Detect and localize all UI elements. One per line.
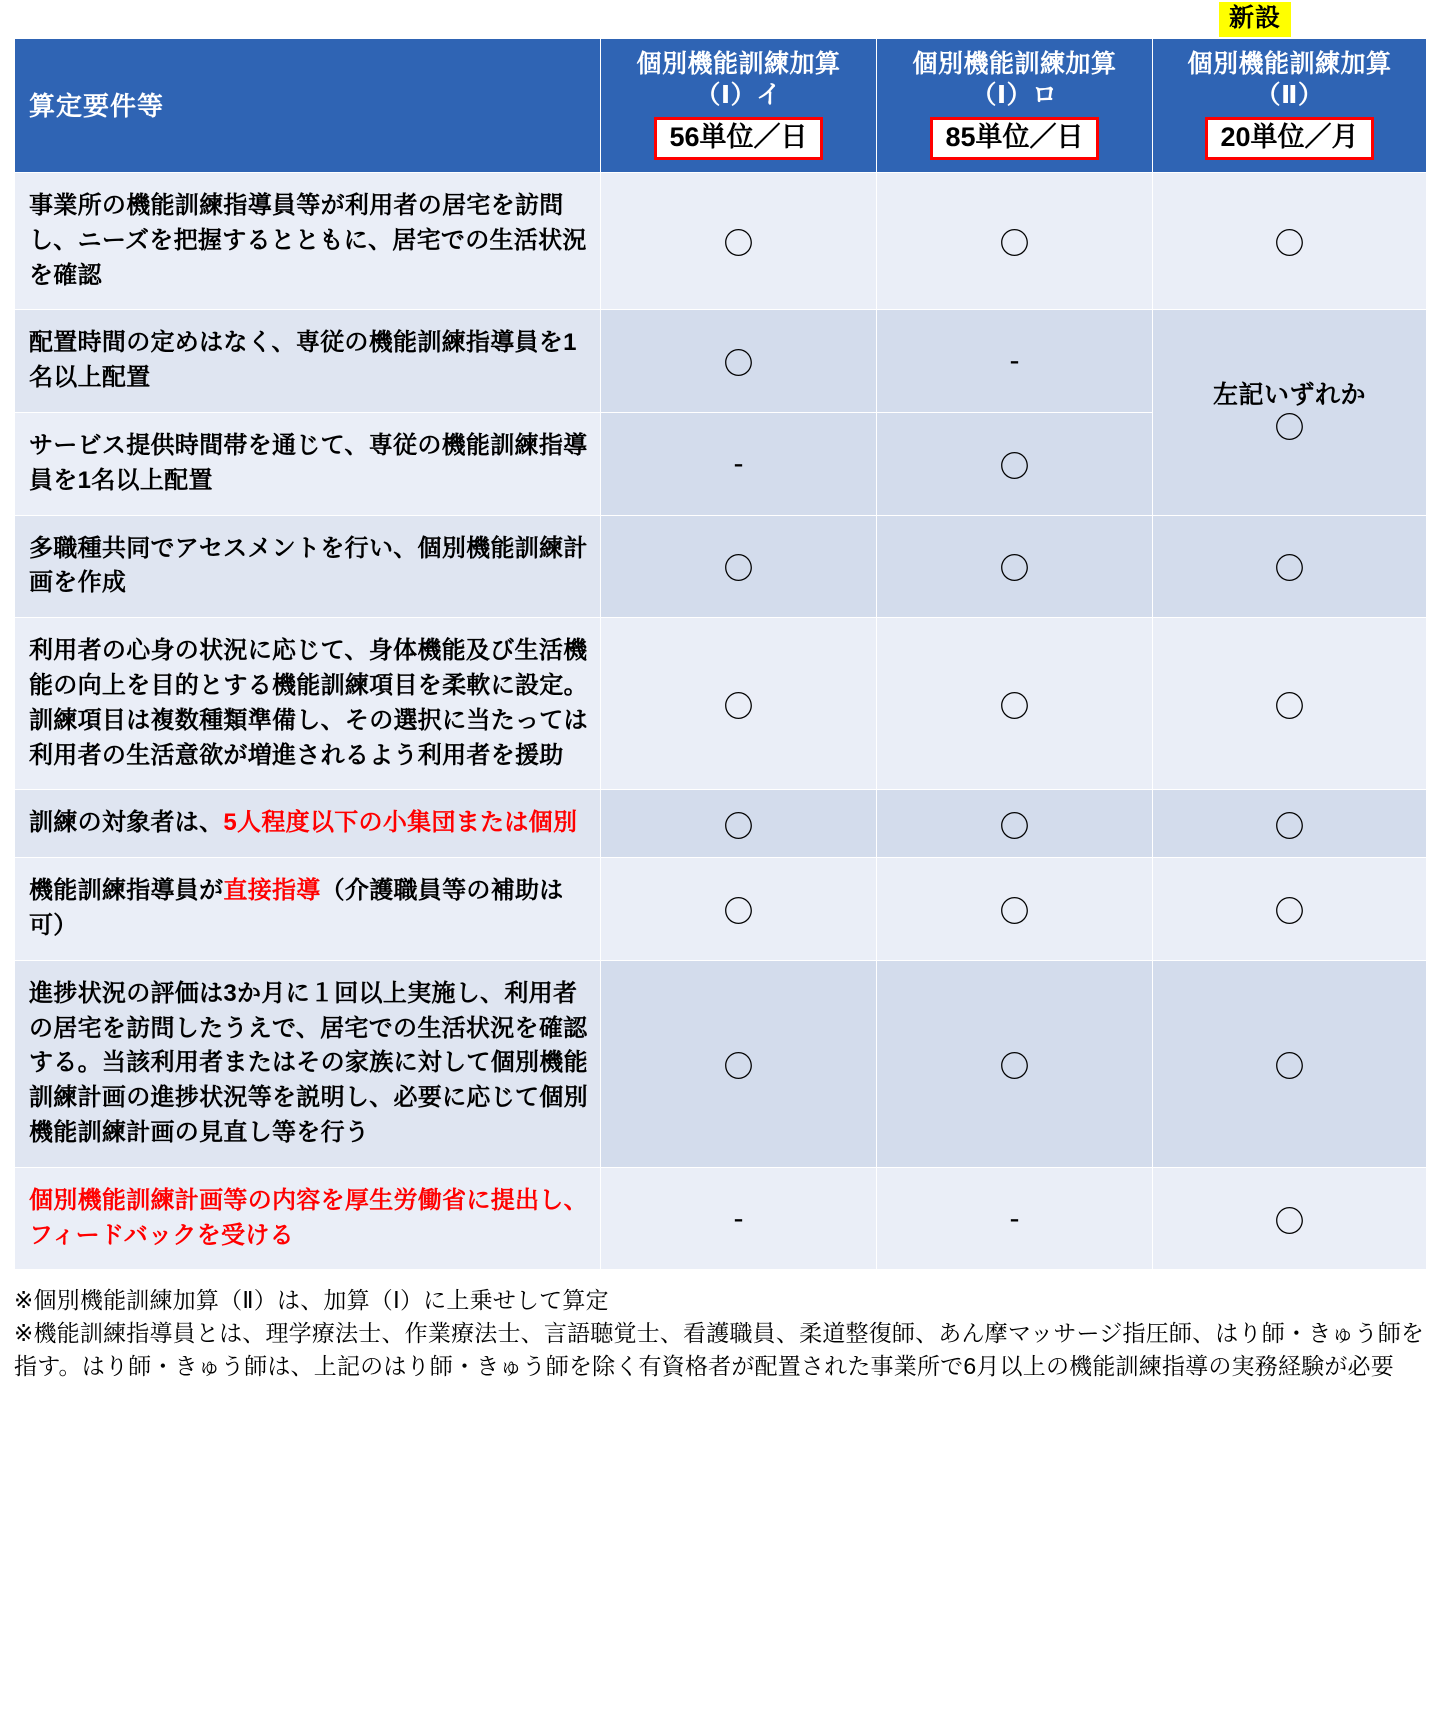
header-col-ia bbox=[601, 39, 877, 173]
header-col-ib-line2: （Ⅰ）ロ bbox=[971, 80, 1058, 109]
row-requirement: サービス提供時間帯を通じて、専従の機能訓練指導員を1名以上配置 bbox=[15, 413, 601, 516]
row-mark-ib: - bbox=[877, 1167, 1153, 1270]
row-requirement: 進捗状況の評価は3か月に１回以上実施し、利用者の居宅を訪問したうえで、居宅での生活状況を確認する。当該利用者またはその家族に対して個別機能訓練計画の進捗状況等を説明し、必要に応じて個別機能訓練計画の見直し等を行う bbox=[15, 960, 601, 1167]
row-mark-ii: 〇 bbox=[1153, 1167, 1427, 1270]
row-mark-ib: 〇 bbox=[877, 173, 1153, 310]
header-col-ia-line2: （Ⅰ）イ bbox=[695, 80, 782, 109]
row-requirement: 事業所の機能訓練指導員等が利用者の居宅を訪問し、ニーズを把握するとともに、居宅での生活状況を確認 bbox=[15, 173, 601, 310]
table-row bbox=[15, 858, 1427, 961]
row-requirement: 利用者の心身の状況に応じて、身体機能及び生活機能の向上を目的とする機能訓練項目を柔軟に設定。訓練項目は複数種類準備し、その選択に当たっては利用者の生活意欲が増進されるよう利用者を援助 bbox=[15, 618, 601, 790]
header-col-ia-units: 56単位／日 bbox=[654, 117, 822, 160]
new-badge: 新設 bbox=[1219, 2, 1291, 37]
header-col-ia-line1: 個別機能訓練加算 bbox=[636, 50, 841, 78]
merged-note: 左記いずれか bbox=[1212, 381, 1366, 410]
row-requirement-suffix: （介護職員等の補助は可） bbox=[29, 877, 564, 939]
header-requirement: 算定要件等 bbox=[15, 39, 601, 173]
row-requirement-highlight: 直接指導 bbox=[223, 877, 321, 905]
row-mark-ia: 〇 bbox=[601, 173, 877, 310]
table-header bbox=[15, 39, 1427, 173]
row-mark-ib: 〇 bbox=[877, 960, 1153, 1167]
table-row bbox=[15, 173, 1427, 310]
row-mark-ia: 〇 bbox=[601, 310, 877, 413]
table-row bbox=[15, 310, 1427, 413]
header-col-ii-units: 20単位／月 bbox=[1205, 117, 1373, 160]
table-row bbox=[15, 960, 1427, 1167]
row-mark-ia: 〇 bbox=[601, 858, 877, 961]
row-mark-ia: - bbox=[601, 1167, 877, 1270]
requirements-table bbox=[14, 38, 1427, 1270]
merged-mark: 〇 bbox=[1274, 412, 1305, 446]
row-mark-ib: - bbox=[877, 310, 1153, 413]
header-row bbox=[15, 39, 1427, 173]
header-col-ib-line1: 個別機能訓練加算 bbox=[912, 50, 1117, 78]
row-mark-ia: 〇 bbox=[601, 515, 877, 618]
row-requirement-highlight: 個別機能訓練計画等の内容を厚生労働省に提出し、フィードバックを受ける bbox=[29, 1186, 588, 1249]
row-requirement bbox=[15, 858, 601, 961]
row-requirement bbox=[15, 1167, 601, 1270]
table-body bbox=[15, 173, 1427, 1270]
row-mark-ii-merged bbox=[1153, 310, 1427, 515]
table-row bbox=[15, 1167, 1427, 1270]
row-mark-ii: 〇 bbox=[1153, 618, 1427, 790]
row-mark-ii: 〇 bbox=[1153, 858, 1427, 961]
row-mark-ib: 〇 bbox=[877, 413, 1153, 516]
badge-row bbox=[14, 0, 1426, 38]
header-col-ib-title bbox=[881, 49, 1148, 110]
row-mark-ii: 〇 bbox=[1153, 790, 1427, 858]
header-col-ib-units: 85単位／日 bbox=[930, 117, 1098, 160]
row-requirement: 配置時間の定めはなく、専従の機能訓練指導員を1名以上配置 bbox=[15, 310, 601, 413]
header-col-ia-title bbox=[605, 49, 872, 110]
table-row bbox=[15, 790, 1427, 858]
row-mark-ib: 〇 bbox=[877, 790, 1153, 858]
row-mark-ib: 〇 bbox=[877, 515, 1153, 618]
row-mark-ib: 〇 bbox=[877, 858, 1153, 961]
footnote-1: ※個別機能訓練加算（Ⅱ）は、加算（Ⅰ）に上乗せして算定 bbox=[14, 1287, 609, 1314]
footnote-2: ※機能訓練指導員とは、理学療法士、作業療法士、言語聴覚士、看護職員、柔道整復師、あん摩マッサージ指圧師、はり師・きゅう師を指す。はり師・きゅう師は、上記のはり師・きゅう師を除く有資格者が配置された事業所で6月以上の機能訓練指導の実務経験が必要 bbox=[14, 1320, 1425, 1379]
row-mark-ia: 〇 bbox=[601, 960, 877, 1167]
header-col-ii-line2: （Ⅱ） bbox=[1255, 80, 1324, 109]
row-requirement-prefix: 訓練の対象者は、 bbox=[29, 809, 224, 837]
header-col-ii-title bbox=[1157, 49, 1422, 110]
row-mark-ii: 〇 bbox=[1153, 173, 1427, 310]
row-requirement bbox=[15, 790, 601, 858]
row-mark-ii: 〇 bbox=[1153, 960, 1427, 1167]
row-requirement-prefix: 機能訓練指導員が bbox=[29, 877, 224, 905]
row-mark-ia: - bbox=[601, 413, 877, 516]
header-col-ii bbox=[1153, 39, 1427, 173]
table-row bbox=[15, 515, 1427, 618]
footnotes bbox=[14, 1284, 1426, 1382]
row-mark-ii: 〇 bbox=[1153, 515, 1427, 618]
row-mark-ia: 〇 bbox=[601, 790, 877, 858]
row-requirement-highlight: 5人程度以下の小集団または個別 bbox=[223, 809, 578, 837]
row-requirement: 多職種共同でアセスメントを行い、個別機能訓練計画を作成 bbox=[15, 515, 601, 618]
row-mark-ib: 〇 bbox=[877, 618, 1153, 790]
table-row bbox=[15, 618, 1427, 790]
row-mark-ia: 〇 bbox=[601, 618, 877, 790]
header-col-ii-line1: 個別機能訓練加算 bbox=[1187, 50, 1392, 78]
header-col-ib bbox=[877, 39, 1153, 173]
